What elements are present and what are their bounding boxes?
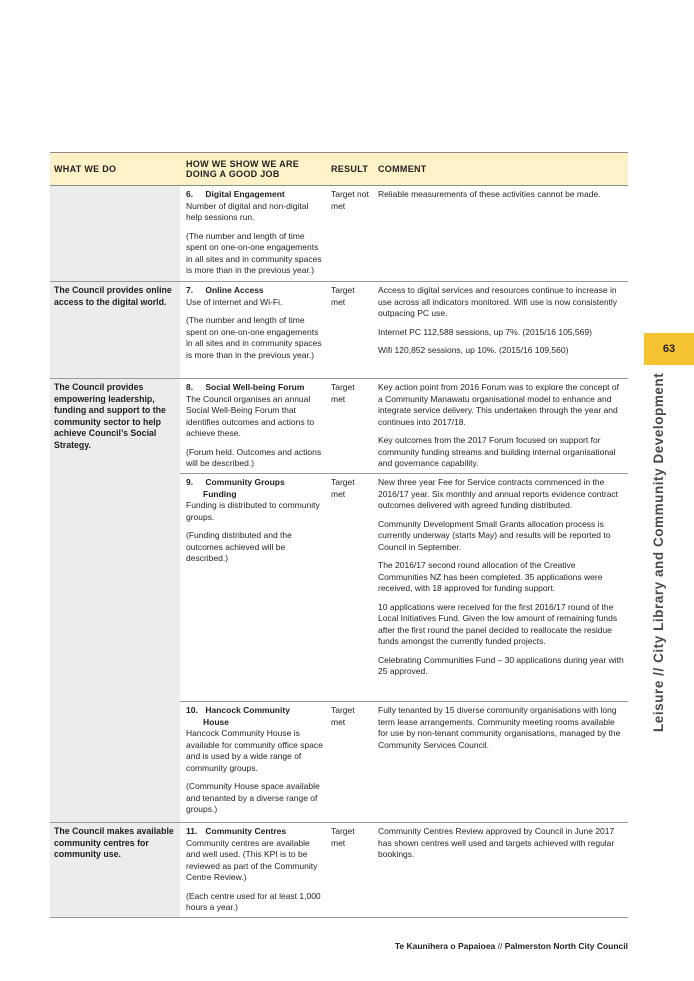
kpi-target: (The number and length of time spent on one-on-one engagements in all sites and in community spaces is more than in the previous year.) (186, 230, 322, 275)
kpi-description: Funding is distributed to community groups. (186, 500, 320, 522)
result-cell: Target met (326, 474, 373, 702)
result-cell: Target met (331, 285, 355, 307)
comment-text: Key action point from 2016 Forum was to explore the concept of a Community Manawatu organisational model to enhance and integrate service delivery. This undertaken through the year and continues into 2017/18. (378, 382, 619, 427)
result-cell: Target met (331, 705, 355, 727)
kpi-description: Number of digital and non-digital help sessions run. (186, 200, 309, 222)
kpi-cell (180, 282, 326, 378)
kpi-description: Use of internet and Wi-Fi. (186, 296, 283, 307)
page-number-tab (644, 333, 694, 365)
what-we-do-cell (50, 474, 180, 702)
kpi-title: 8. Social Well-being Forum (186, 382, 305, 392)
kpi-title: 6. Digital Engagement (186, 189, 285, 199)
result-cell: Target met (326, 379, 373, 474)
what-we-do-cell: The Council provides online access to the digital world. (50, 282, 180, 378)
header-comment: COMMENT (378, 164, 427, 174)
kpi-title: 9. Community Groups Funding (186, 477, 285, 499)
kpi-target: (Forum held. Outcomes and actions will be described.) (186, 446, 322, 468)
footer-separator: // (495, 941, 505, 951)
result-cell: Target not met (331, 189, 369, 211)
footer-org-maori: Te Kaunihera o Papaioea (394, 941, 496, 951)
result-cell: Target met (331, 826, 355, 848)
table-row (50, 474, 628, 702)
comment-text: Community Development Small Grants allocation process is currently underway (starts May) and results will be reported to Council in September. (378, 518, 611, 552)
comment-cell (373, 282, 628, 378)
table-row (50, 702, 628, 823)
comment-text: Fully tenanted by 15 diverse community organisations with long term lease arrangements. Community meeting rooms available for use by non-tenant community organisations, managed by the Community Services Council. (378, 705, 621, 750)
comment-text: New three year Fee for Service contracts commenced in the 2016/17 year. Six monthly and annual reports evidence contract outcomes delivered with agreed funding distributed. (378, 477, 619, 510)
kpi-target: (The number and length of time spent on one-on-one engagements in all sites and in community spaces is more than in the previous year.) (186, 315, 322, 360)
comment-cell (373, 379, 628, 474)
header-what-we-do: WHAT WE DO (54, 164, 117, 174)
kpi-target: (Community House space available and tenanted by a diverse range of groups.) (186, 781, 320, 814)
kpi-cell (180, 186, 326, 281)
kpi-cell (180, 379, 326, 474)
table-row (50, 186, 628, 282)
kpi-title: 10. Hancock Community House (186, 705, 290, 727)
comment-cell (373, 702, 628, 822)
kpi-description: Community centres are available and well used. (This KPI is to be reviewed as part of the Community Centre Review.) (186, 837, 318, 882)
table-row (50, 282, 628, 379)
kpi-description: The Council organises an annual Social Well-Being Forum that identifies outcomes and actions to achieve these. (186, 393, 315, 438)
footer-org-name: Palmerston North City Council (504, 941, 628, 951)
comment-cell (373, 474, 628, 702)
table-row (50, 379, 628, 474)
kpi-table (50, 152, 628, 918)
section-side-title: Leisure // City Library and Community Development (651, 372, 666, 732)
what-we-do-cell: The Council provides empowering leadership, funding and support to the community sector to help achieve Council’s Social Strategy. (50, 379, 180, 474)
comment-text: The 2016/17 second round allocation of the Creative Communities NZ has been completed. 35 applications were received, with 18 approved for funding support. (378, 560, 603, 593)
comment-text: Community Centres Review approved by Council in June 2017 has shown centres well used and targets achieved with regular bookings. (378, 826, 615, 859)
what-we-do-cell (50, 186, 180, 281)
comment-text: Wifi 120,852 sessions, up 10%. (2015/16 109,560) (378, 345, 569, 355)
comment-text: Key outcomes from the 2017 Forum focused on support for community funding streams and building internal organisational and governance capability. (378, 435, 616, 468)
comment-text: Internet PC 112,588 sessions, up 7%. (2015/16 105,569) (378, 326, 592, 337)
header-result: RESULT (331, 164, 369, 174)
kpi-target: (Funding distributed and the outcomes achieved will be described.) (186, 530, 292, 563)
comment-text: 10 applications were received for the first 2016/17 round of the Local Initiatives Fund. Given the low amount of remaining funds after the first round the panel decided to reallocate the residue funds amongst the currently funded projects. (378, 601, 618, 646)
kpi-title: 11. Community Centres (186, 826, 287, 836)
header-how-we-show: HOW WE SHOW WE ARE DOING A GOOD JOB (186, 159, 300, 179)
comment-text: Access to digital services and resources continue to increase in use across all indicators monitored. Wifi use is now consistently outpacing PC use. (378, 285, 618, 318)
comment-cell (373, 823, 628, 917)
comment-cell (373, 186, 628, 281)
kpi-cell (180, 474, 326, 702)
what-we-do-cell: The Council makes available community centres for community use. (50, 823, 180, 917)
table-header (50, 153, 628, 186)
kpi-description: Hancock Community House is available for community office space and is used by a wide range of community groups. (186, 728, 323, 773)
kpi-target: (Each centre used for at least 1,000 hours a year.) (186, 890, 321, 912)
table-row (50, 823, 628, 918)
kpi-title: 7. Online Access (186, 285, 264, 295)
page-footer (395, 941, 628, 951)
page-number: 63 (662, 343, 676, 355)
kpi-cell (180, 823, 326, 917)
comment-text: Celebrating Communities Fund – 30 applications during year with 25 approved. (378, 654, 624, 676)
what-we-do-cell (50, 702, 180, 822)
comment-text: Reliable measurements of these activities cannot be made. (378, 189, 601, 199)
kpi-cell (180, 702, 326, 822)
